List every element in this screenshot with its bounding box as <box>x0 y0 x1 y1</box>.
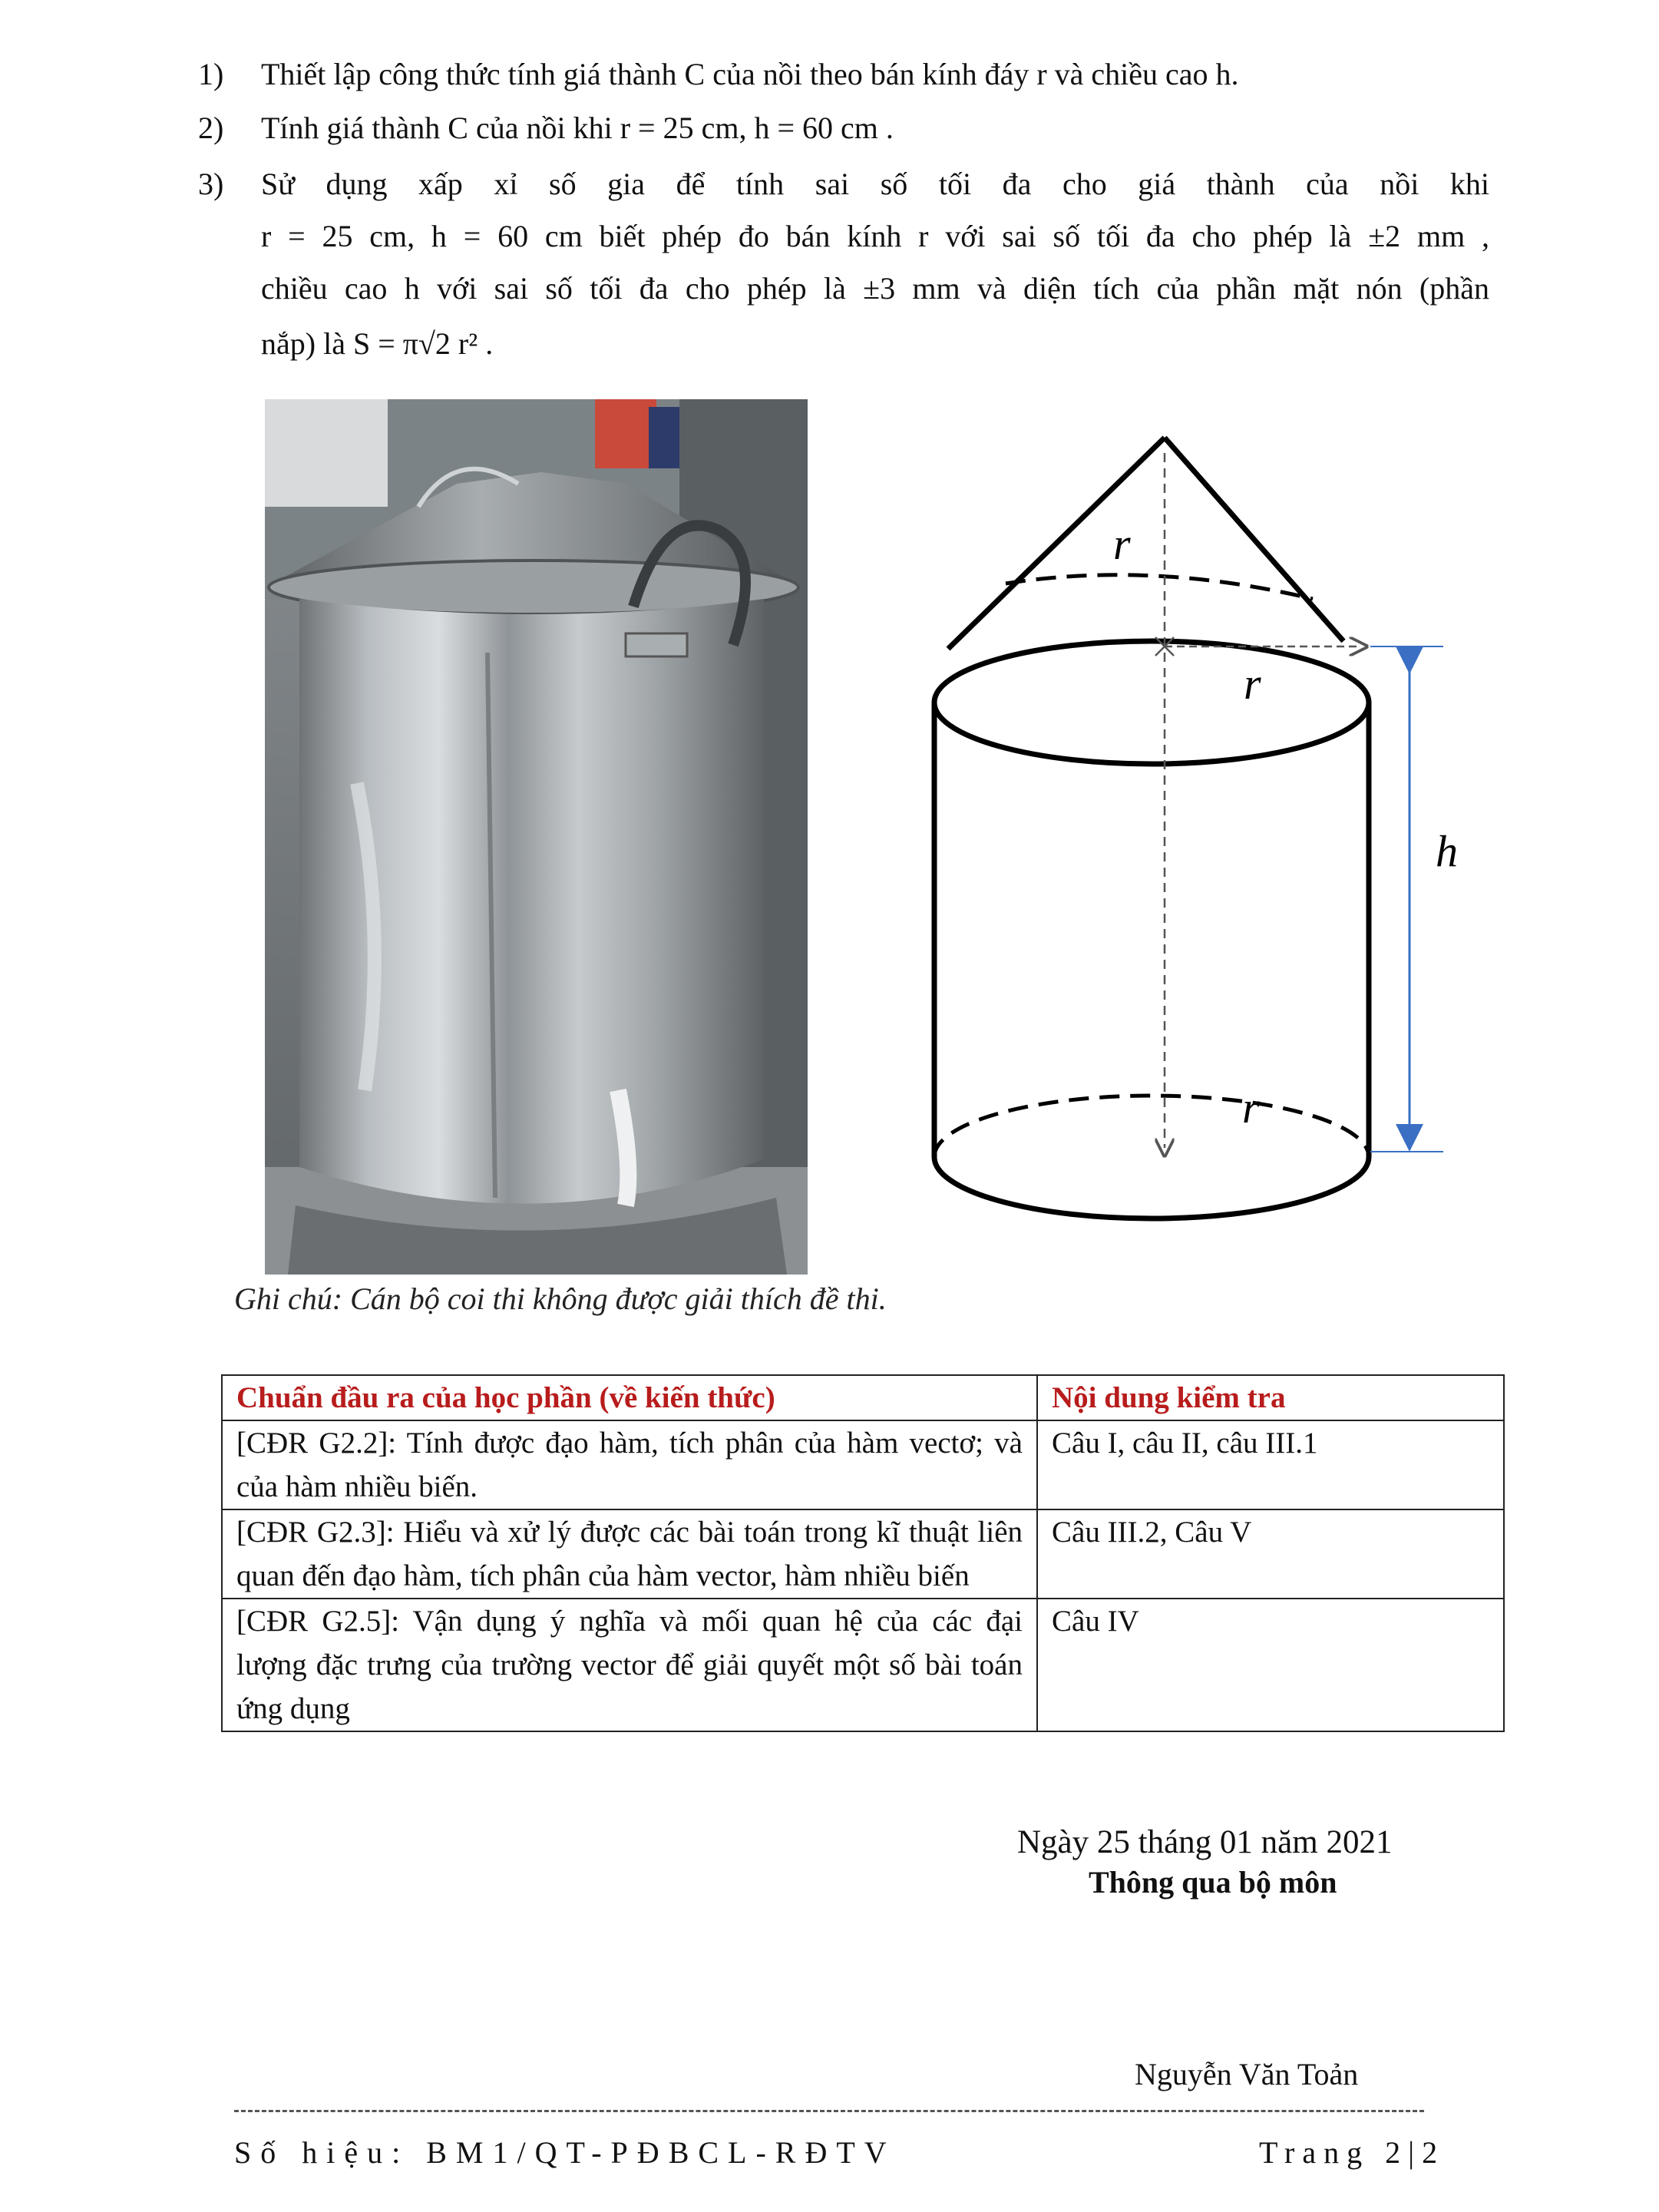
cylinder-bottom-front <box>934 1157 1369 1218</box>
cone-right-edge <box>1165 438 1343 641</box>
approval-line: Thông qua bộ môn <box>1089 1865 1337 1900</box>
label-r-top: r <box>1244 659 1261 709</box>
date-line: Ngày 25 tháng 01 năm 2021 <box>1017 1824 1393 1860</box>
question-1-text: Thiết lập công thức tính giá thành C của nồi theo bán kính đáy r và chiều cao h. <box>261 57 1239 91</box>
question-3-line-3: chiều cao h với sai số tối đa cho phép là ±3 mm và diện tích của phần mặt nón (phần <box>261 271 1489 306</box>
content-g23: Câu III.2, Câu V <box>1037 1509 1504 1599</box>
cylinder-top-ellipse <box>934 641 1369 764</box>
content-g22: Câu I, câu II, câu III.1 <box>1037 1420 1504 1509</box>
cone-base-dashed <box>1006 575 1313 599</box>
header-outcomes: Chuẩn đầu ra của học phần (về kiến thức) <box>222 1375 1037 1420</box>
document-code: Số hiệu: BM1/QT-PĐBCL-RĐTV <box>234 2135 896 2170</box>
label-r-cone: r <box>1113 519 1131 569</box>
cylinder-cone-diagram <box>921 430 1505 1267</box>
cylinder-cone-figure <box>921 430 1505 1267</box>
table-row <box>222 1599 1504 1731</box>
question-3-line-2: r = 25 cm, h = 60 cm biết phép đo bán kính r với sai số tối đa cho phép là ±2 mm , <box>261 219 1489 253</box>
label-r-bottom: r <box>1242 1083 1260 1132</box>
learning-outcomes-table <box>221 1374 1505 1732</box>
outcome-g23: [CĐR G2.3]: Hiểu và xử lý được các bài toán trong kĩ thuật liên quan đến đạo hàm, tích phân của hàm vector, hàm nhiều biến <box>222 1509 1037 1599</box>
question-3-line-4: nắp) là S = π√2 r² . <box>261 326 494 361</box>
exam-note: Ghi chú: Cán bộ coi thi không được giải thích đề thi. <box>234 1281 887 1316</box>
table-row <box>222 1420 1504 1509</box>
question-3 <box>198 165 1503 380</box>
question-3-line-1: Sử dụng xấp xỉ số gia để tính sai số tối đa cho giá thành của nồi khi <box>261 167 1489 201</box>
cylinder-bottom-back <box>934 1096 1369 1157</box>
table-row <box>222 1509 1504 1599</box>
content-g25: Câu IV <box>1037 1599 1504 1731</box>
question-1-number: 1) <box>198 57 224 91</box>
cone-left-edge <box>948 438 1165 649</box>
header-content: Nội dung kiểm tra <box>1037 1375 1504 1420</box>
footer-divider <box>234 2110 1424 2112</box>
signer-name: Nguyễn Văn Toản <box>1135 2057 1359 2091</box>
pot-photo-image <box>265 399 808 1275</box>
label-h: h <box>1436 826 1458 876</box>
table-header-row <box>222 1375 1504 1420</box>
pot-photo <box>265 399 808 1275</box>
question-2-text: Tính giá thành C của nồi khi r = 25 cm, h = 60 cm . <box>261 111 894 145</box>
page-number: Trang 2|2 <box>1259 2135 1446 2170</box>
outcome-g25: [CĐR G2.5]: Vận dụng ý nghĩa và mối quan hệ của các đại lượng đặc trưng của trường vector để giải quyết một số bài toán ứng dụng <box>222 1599 1037 1731</box>
question-2-number: 2) <box>198 111 224 145</box>
outcome-g22: [CĐR G2.2]: Tính được đạo hàm, tích phân của hàm vectơ; và của hàm nhiều biến. <box>222 1420 1037 1509</box>
question-3-number: 3) <box>198 167 224 201</box>
